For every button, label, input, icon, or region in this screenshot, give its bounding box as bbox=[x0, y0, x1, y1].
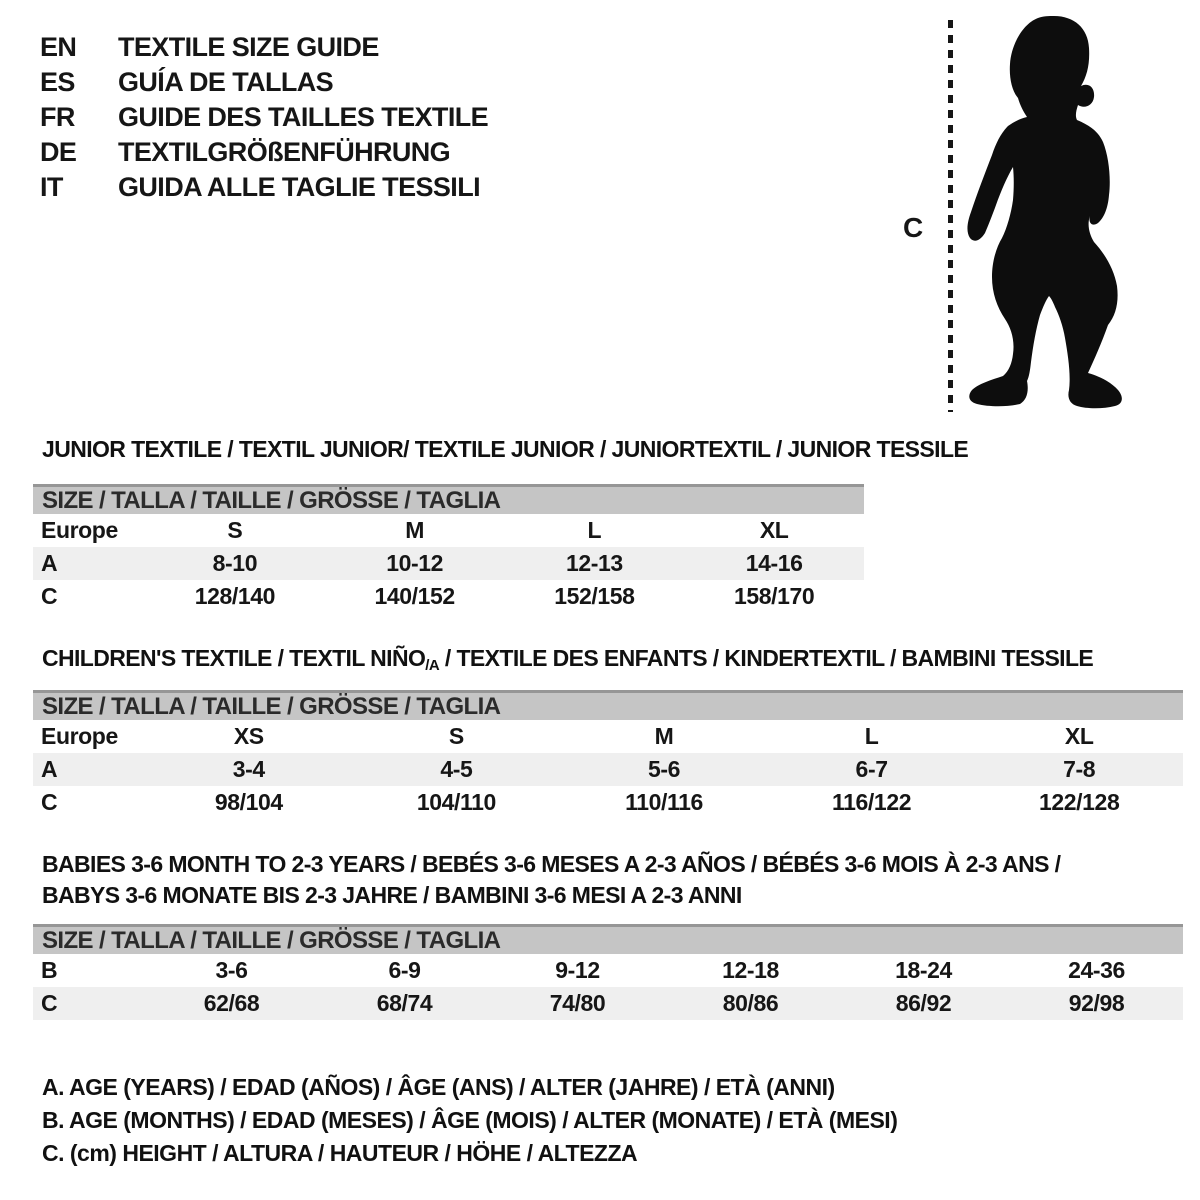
table-row bbox=[33, 753, 1183, 786]
table-cell: 152/158 bbox=[554, 583, 635, 609]
row-label: A bbox=[41, 550, 58, 576]
children-size-table bbox=[33, 690, 1183, 819]
table-cell: 5-6 bbox=[647, 756, 680, 782]
table-cell: 92/98 bbox=[1068, 990, 1125, 1016]
legend-line-c: C. (cm) HEIGHT / ALTURA / HAUTEUR / HÖHE / ALTEZZA bbox=[42, 1140, 638, 1166]
language-row bbox=[40, 135, 488, 170]
language-title: GUÍA DE TALLAS bbox=[118, 67, 334, 97]
table-cell: 6-7 bbox=[855, 756, 888, 782]
table-cell: 3-4 bbox=[232, 756, 265, 782]
table-cell: 62/68 bbox=[203, 990, 260, 1016]
row-label: Europe bbox=[41, 517, 118, 543]
table-body bbox=[33, 720, 1183, 819]
table-cell: 24-36 bbox=[1068, 957, 1125, 983]
table-row bbox=[33, 580, 864, 613]
babies-section-title bbox=[42, 849, 1060, 911]
table-cell: 10-12 bbox=[386, 550, 444, 576]
table-cell: 128/140 bbox=[194, 583, 276, 609]
children-title-post: / TEXTILE DES ENFANTS / KINDERTEXTIL / BAMBINI TESSILE bbox=[439, 645, 1094, 671]
table-cell: XL bbox=[759, 517, 789, 543]
language-title-list bbox=[40, 30, 488, 205]
table-cell: 12-18 bbox=[722, 957, 779, 983]
language-title: GUIDE DES TAILLES TEXTILE bbox=[118, 102, 489, 132]
table-cell: 6-9 bbox=[388, 957, 421, 983]
table-cell: 104/110 bbox=[416, 789, 496, 815]
table-row bbox=[33, 720, 1183, 753]
size-table-header: SIZE / TALLA / TAILLE / GRÖSSE / TAGLIA bbox=[33, 484, 864, 514]
table-cell: 122/128 bbox=[1039, 789, 1120, 815]
children-title-pre: CHILDREN'S TEXTILE / TEXTIL NIÑO bbox=[42, 645, 426, 671]
table-row bbox=[33, 954, 1183, 987]
junior-size-table bbox=[33, 484, 864, 613]
language-code: EN bbox=[40, 32, 77, 62]
language-row bbox=[40, 30, 488, 65]
table-cell: 140/152 bbox=[374, 583, 455, 609]
language-row bbox=[40, 100, 488, 135]
table-cell: 80/86 bbox=[722, 990, 779, 1016]
row-label: C bbox=[41, 990, 58, 1016]
table-cell: S bbox=[227, 517, 243, 543]
table-cell: 68/74 bbox=[376, 990, 433, 1016]
table-cell: 86/92 bbox=[895, 990, 952, 1016]
table-body bbox=[33, 954, 1183, 1020]
language-row bbox=[40, 170, 488, 205]
table-cell: XS bbox=[233, 723, 264, 749]
language-title: TEXTILGRÖßENFÜHRUNG bbox=[118, 137, 451, 167]
row-label: C bbox=[41, 583, 58, 609]
table-cell: L bbox=[587, 517, 602, 543]
row-label: B bbox=[41, 957, 58, 983]
babies-size-table bbox=[33, 924, 1183, 1020]
table-cell: 14-16 bbox=[745, 550, 803, 576]
table-cell: 4-5 bbox=[440, 756, 473, 782]
table-cell: 3-6 bbox=[215, 957, 248, 983]
baby-silhouette-icon bbox=[962, 14, 1134, 412]
height-measure-dashed-line bbox=[948, 20, 953, 412]
height-measure-letter: C bbox=[903, 212, 924, 243]
size-table-header: SIZE / TALLA / TAILLE / GRÖSSE / TAGLIA bbox=[33, 690, 1183, 720]
language-title: GUIDA ALLE TAGLIE TESSILI bbox=[118, 172, 480, 202]
table-cell: 18-24 bbox=[895, 957, 952, 983]
children-section-title bbox=[42, 643, 1093, 677]
legend-line-a: A. AGE (YEARS) / EDAD (AÑOS) / ÂGE (ANS) / ALTER (JAHRE) / ETÀ (ANNI) bbox=[42, 1074, 835, 1100]
table-cell: 12-13 bbox=[565, 550, 623, 576]
table-cell: 98/104 bbox=[214, 789, 283, 815]
table-cell: 116/122 bbox=[832, 789, 912, 815]
row-label: C bbox=[41, 789, 58, 815]
language-code: IT bbox=[40, 172, 63, 202]
size-table-header: SIZE / TALLA / TAILLE / GRÖSSE / TAGLIA bbox=[33, 924, 1183, 954]
row-label: A bbox=[41, 756, 58, 782]
table-body bbox=[33, 514, 864, 613]
language-title: TEXTILE SIZE GUIDE bbox=[118, 32, 379, 62]
table-row bbox=[33, 514, 864, 547]
table-cell: M bbox=[405, 517, 424, 543]
table-cell: 7-8 bbox=[1063, 756, 1096, 782]
legend-line-b: B. AGE (MONTHS) / EDAD (MESES) / ÂGE (MOIS) / ALTER (MONATE) / ETÀ (MESI) bbox=[42, 1107, 898, 1133]
row-label: Europe bbox=[41, 723, 118, 749]
language-code: ES bbox=[40, 67, 75, 97]
table-cell: L bbox=[864, 723, 879, 749]
table-cell: 74/80 bbox=[549, 990, 606, 1016]
children-title-sub: /A bbox=[425, 657, 440, 674]
table-cell: M bbox=[654, 723, 674, 749]
table-cell: 8-10 bbox=[212, 550, 258, 576]
babies-title-line2: BABYS 3-6 MONATE BIS 2-3 JAHRE / BAMBINI 3-6 MESI A 2-3 ANNI bbox=[42, 882, 742, 908]
table-cell: XL bbox=[1064, 723, 1094, 749]
table-row bbox=[33, 987, 1183, 1020]
table-cell: 158/170 bbox=[733, 583, 815, 609]
language-code: FR bbox=[40, 102, 75, 132]
table-cell: S bbox=[448, 723, 464, 749]
measure-legend bbox=[42, 1071, 897, 1170]
babies-title-line1: BABIES 3-6 MONTH TO 2-3 YEARS / BEBÉS 3-6 MESES A 2-3 AÑOS / BÉBÉS 3-6 MOIS À 2-3 ANS / bbox=[42, 851, 1061, 877]
language-code: DE bbox=[40, 137, 77, 167]
table-cell: 110/116 bbox=[625, 789, 703, 815]
table-row bbox=[33, 547, 864, 580]
language-row bbox=[40, 65, 488, 100]
junior-section-title: JUNIOR TEXTILE / TEXTIL JUNIOR/ TEXTILE JUNIOR / JUNIORTEXTIL / JUNIOR TESSILE bbox=[42, 436, 969, 462]
table-row bbox=[33, 786, 1183, 819]
table-cell: 9-12 bbox=[555, 957, 600, 983]
